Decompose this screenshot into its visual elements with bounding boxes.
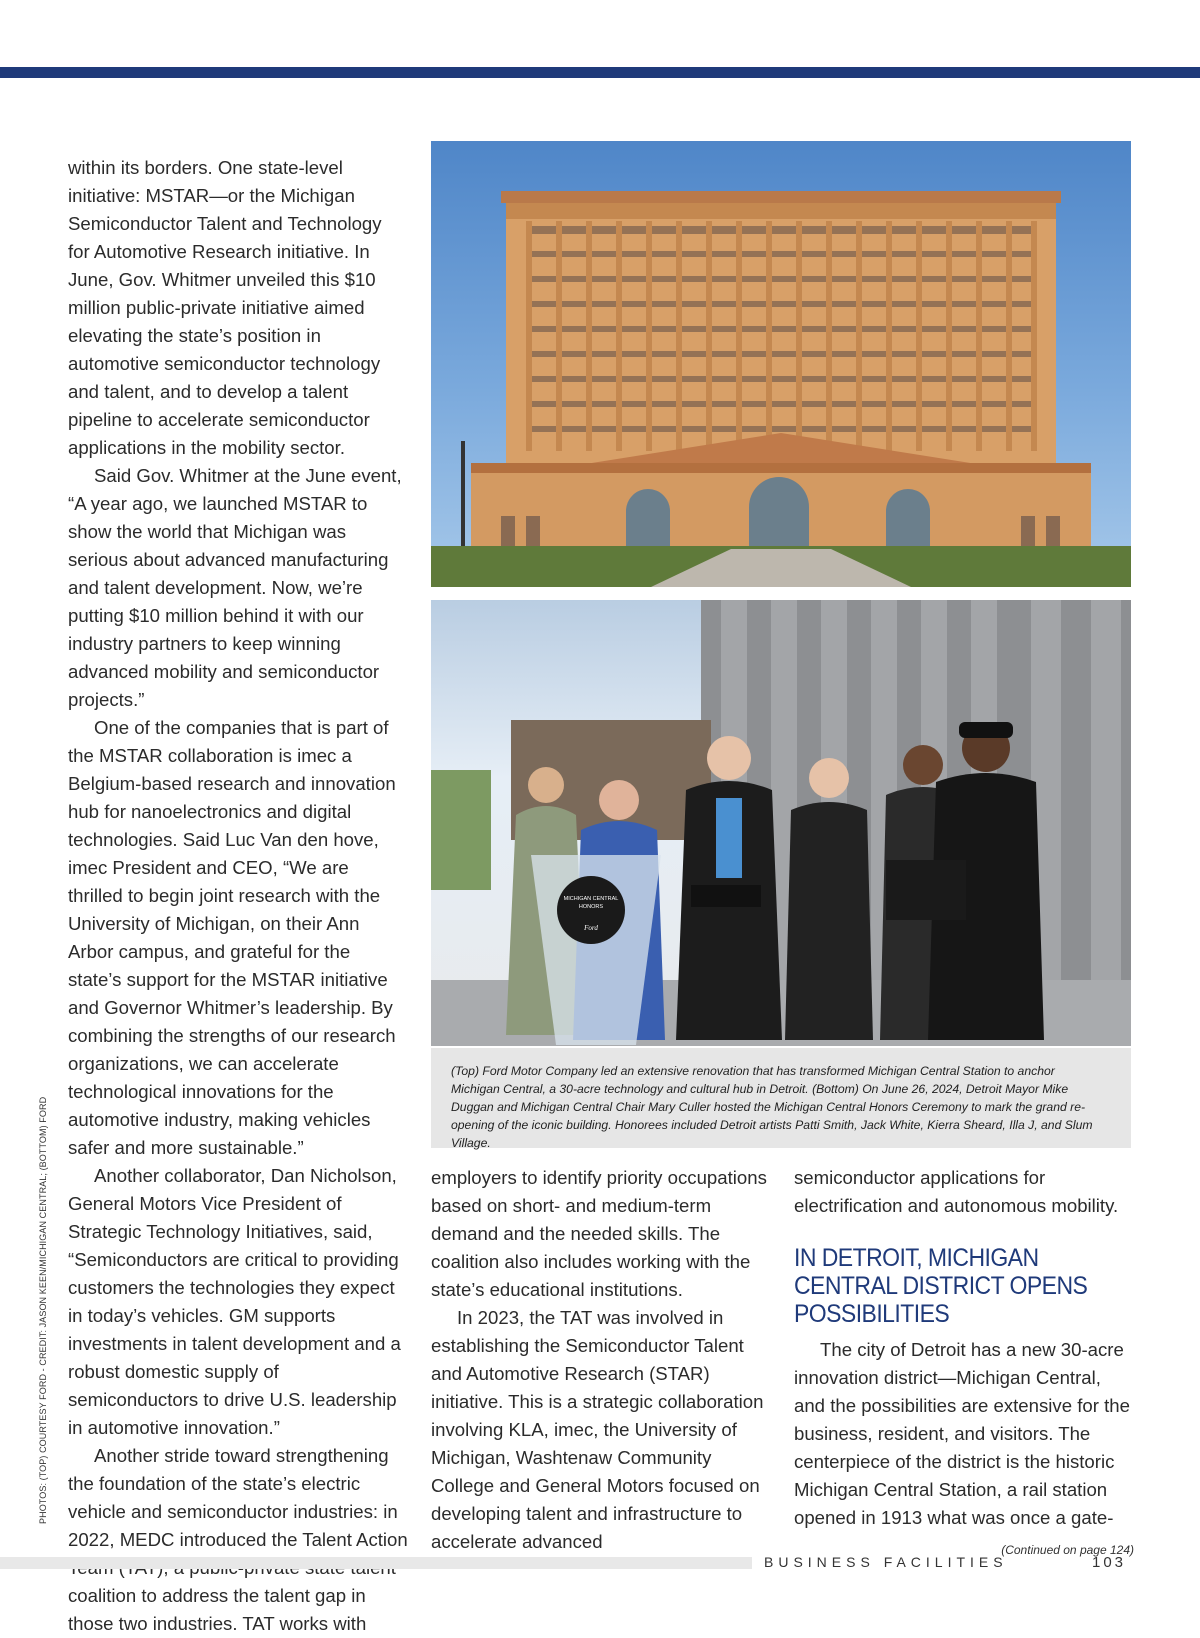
paragraph: semiconductor applications for electrification and autonomous mobility. [794, 1167, 1119, 1216]
paragraph: Said Gov. Whitmer at the June event, “A year ago, we launched MSTAR to show the world that Michigan was serious about advanced manufacturing and talent development. Now, we’re putting $10 million behind it with our industry partners to keep winning advanced mobility and semiconductor projects.” [68, 465, 402, 710]
podium-sign-logo: Ford [584, 924, 598, 932]
photo-caption: (Top) Ford Motor Company led an extensive renovation that has transformed Michigan Central Station to anchor Michigan Central, a 30-acre technology and cultural hub in Detroit. (Bottom) On June 26, 2024, Detroit Mayor Mike Duggan and Michigan Central Chair Mary Culler hosted the Michigan Central Honors Ceremony to mark the grand re-opening of the iconic building. Honorees included Detroit artists Patti Smith, Jack White, Kierra Sheard, Illa J, and Slum Village. [451, 1064, 1093, 1150]
paragraph: Another collaborator, Dan Nicholson, General Motors Vice President of Strategic Technology Initiatives, said, “Semiconductors are critical to providing customers the technologies they expect in today’s vehicles. GM supports investments in talent development and a robust domestic supply of semiconductors to drive U.S. leadership in automotive innovation.” [68, 1165, 401, 1438]
photo-credit: PHOTOS: (TOP) COURTESY FORD - CREDIT: JASON KEEN/MICHIGAN CENTRAL; (BOTTOM) FORD [38, 1096, 48, 1524]
left-text-column [68, 154, 408, 1638]
paragraph: In 2023, the TAT was involved in establishing the Semiconductor Talent and Automotive Research (STAR) initiative. This is a strategic collaboration involving KLA, imec, the University of Michigan, Washtenaw Community College and General Motors focused on developing talent and infrastructure to accelerate advanced [431, 1307, 764, 1552]
paragraph: within its borders. One state-level initiative: MSTAR—or the Michigan Semiconductor Talent and Technology for Automotive Research initiative. In June, Gov. Whitmer unveiled this $10 million public-private initiative aimed elevating the state’s position in automotive semiconductor technology and talent, and to develop a talent pipeline to accelerate semiconductor applications in the mobility sector. [68, 157, 382, 458]
podium-sign-line: MICHIGAN CENTRAL [563, 896, 619, 902]
caption-box [431, 1048, 1131, 1148]
top-color-bar [0, 67, 1200, 78]
paragraph: One of the companies that is part of the MSTAR collaboration is imec a Belgium-based research and innovation hub for nanoelectronics and digital technologies. Said Luc Van den hove, imec President and CEO, “We are thrilled to begin joint research with the University of Michigan, on their Ann Arbor campus, and grateful for the state’s support for the MSTAR initiative and Governor Whitmer’s leadership. By combining the strengths of our research organizations, we can accelerate technological innovations for the automotive industry, making vehicles safer and more sustainable.” [68, 717, 396, 1158]
continued-note: (Continued on page 124) [1001, 1543, 1134, 1557]
paragraph: employers to identify priority occupations based on short- and medium-term demand and the needed skills. The coalition also includes working with the state’s educational institutions. [431, 1167, 767, 1300]
section-heading: IN DETROIT, MICHIGAN CENTRAL DISTRICT OPENS POSSIBILITIES [794, 1244, 1088, 1328]
right-text-column [794, 1164, 1134, 1564]
footer-brand: BUSINESS FACILITIES [764, 1554, 1008, 1570]
ceremony-photo [431, 600, 1131, 1046]
station-building-illustration [431, 141, 1131, 587]
paragraph: The city of Detroit has a new 30-acre innovation district—Michigan Central, and the possibilities are extensive for the business, resident, and visitors. The centerpiece of the district is the historic Michigan Central Station, a rail station opened in 1913 what was once a gate- [794, 1339, 1130, 1528]
page-number: 103 [1092, 1554, 1127, 1571]
station-photo [431, 141, 1131, 587]
ceremony-illustration [431, 600, 1131, 1046]
paragraph: Another stride toward strengthening the foundation of the state’s electric vehicle and semiconductor industries: in 2022, MEDC introduced the Talent Action coalition to address the talent gap in those two industries. TAT works with [68, 1445, 408, 1634]
footer-bar [0, 1557, 752, 1569]
podium-sign-line: HONORS [578, 904, 604, 910]
middle-text-column [431, 1164, 771, 1556]
